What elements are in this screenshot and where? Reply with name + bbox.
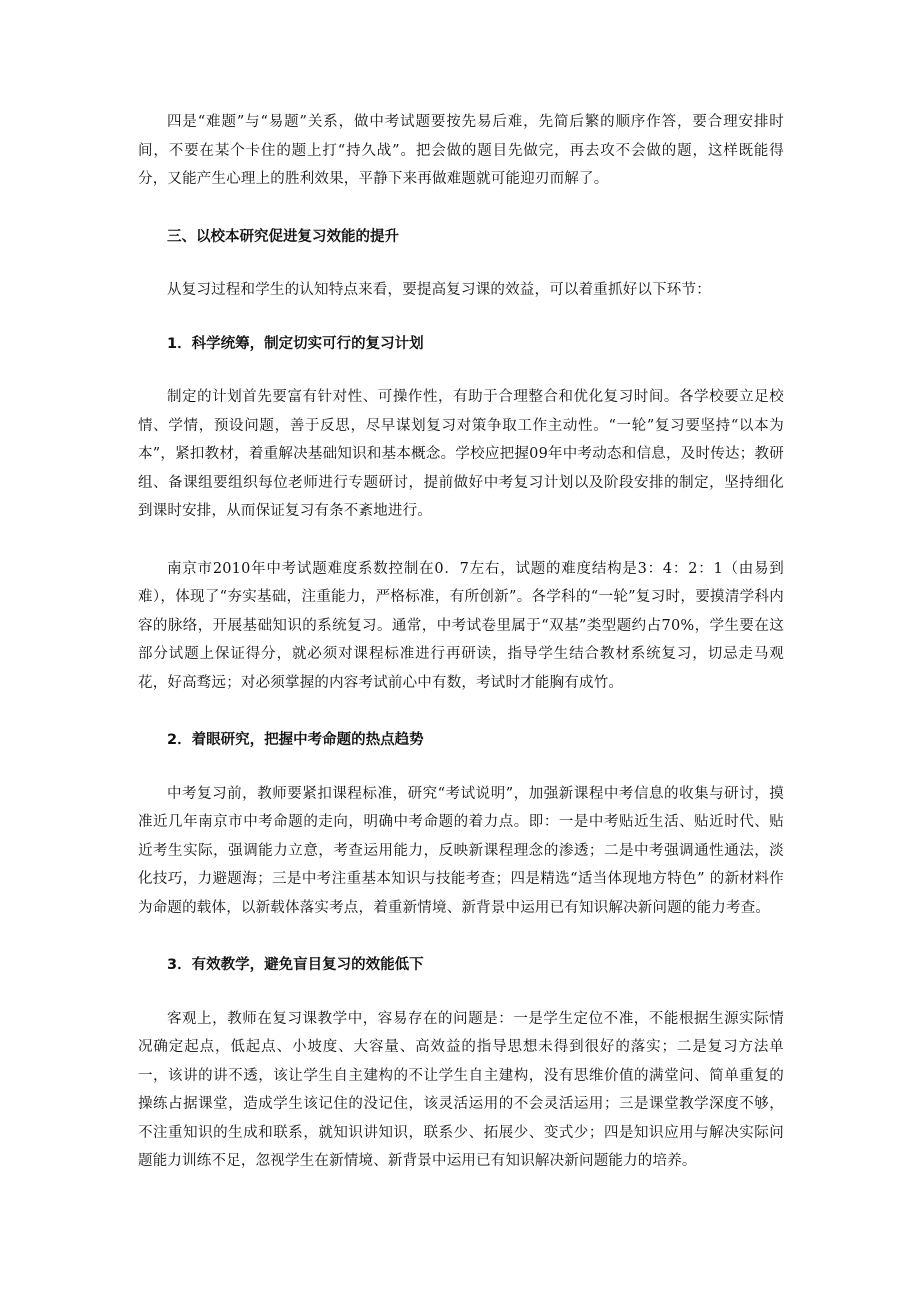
paragraph-nanjing: 南京市2010年中考试题难度系数控制在0．7左右，试题的难度结构是3：4：2：1（由易到难），体现了“夯实基础，注重能力，严格标准，有所创新”。各学科的“一轮”复习时，要摸清学科内容的脉络，开展基础知识的系统复习。通常，中考试卷里属于“双基”类型题约占70%，学生要在这部分试题上保证得分，就必须对课程标准进行再研读，指导学生结合教材系统复习，切忌走马观花，好高骛远；对必须掌握的内容考试前心中有数，考试时才能胸有成竹。 (138, 560, 784, 691)
subheading-1: 1．科学统筹，制定切实可行的复习计划 (167, 335, 424, 352)
subheading-2: 2．着眼研究，把握中考命题的热点趋势 (167, 732, 424, 748)
paragraph-difficulty-relation: 四是“难题”与“易题”关系，做中考试题要按先易后难，先简后繁的顺序作答，要合理安排时间，不要在某个卡住的题上打“持久战”。把会做的题目先做完，再去攻不会做的题，这样既能得分，又能产生心理上的胜利效果，平静下来再做难题就可能迎刃而解了。 (138, 114, 784, 187)
paragraph-plan: 制定的计划首先要富有针对性、可操作性，有助于合理整合和优化复习时间。各学校要立足校情、学情，预设问题，善于反思，尽早谋划复习对策争取工作主动性。“一轮”复习要坚持“以本为本”，紧扣教材，着重解决基础知识和基本概念。学校应把握09年中考动态和信息，及时传达；教研组、备课组要组织每位老师进行专题研讨，提前做好中考复习计划以及阶段安排的制定，坚持细化到课时安排，从而保证复习有条不紊地进行。 (138, 389, 784, 519)
subheading-3: 3．有效教学，避免盲目复习的效能低下 (167, 957, 424, 973)
document-page (138, 108, 784, 1176)
paragraph-effective-teaching: 客观上，教师在复习课教学中，容易存在的问题是：一是学生定位不准，不能根据生源实际情况确定起点，低起点、小坡度、大容量、高效益的指导思想未得到很好的落实；二是复习方法单一，该讲的讲不透，该让学生自主建构的不让学生自主建构，没有思维价值的满堂问、简单重复的操练占据课堂，造成学生该记住的没记住，该灵活运用的不会灵活运用；三是课堂教学深度不够，不注重知识的生成和联系，就知识讲知识，联系少、拓展少、变式少；四是知识应用与解决实际问题能力训练不足，忽视学生在新情境、新背景中运用已有知识解决新问题能力的培养。 (138, 1010, 784, 1169)
paragraph-research: 中考复习前，教师要紧扣课程标准，研究“考试说明”，加强新课程中考信息的收集与研讨，摸准近几年南京市中考命题的走向，明确中考命题的着力点。即：一是中考贴近生活、贴近时代、贴近考生实际，强调能力立意，考查运用能力，反映新课程理念的渗透；二是中考强调通性通法，淡化技巧，力避题海；三是中考注重基本知识与技能考查；四是精选“适当体现地方特色” 的新材料作为命题的载体，以新载体落实考点，着重新情境、新背景中运用已有知识解决新问题的能力考查。 (138, 785, 784, 916)
paragraph-intro: 从复习过程和学生的认知特点来看，要提高复习课的效益，可以着重抓好以下环节： (167, 282, 711, 298)
section-heading-3: 三、以校本研究促进复习效能的提升 (167, 228, 399, 245)
